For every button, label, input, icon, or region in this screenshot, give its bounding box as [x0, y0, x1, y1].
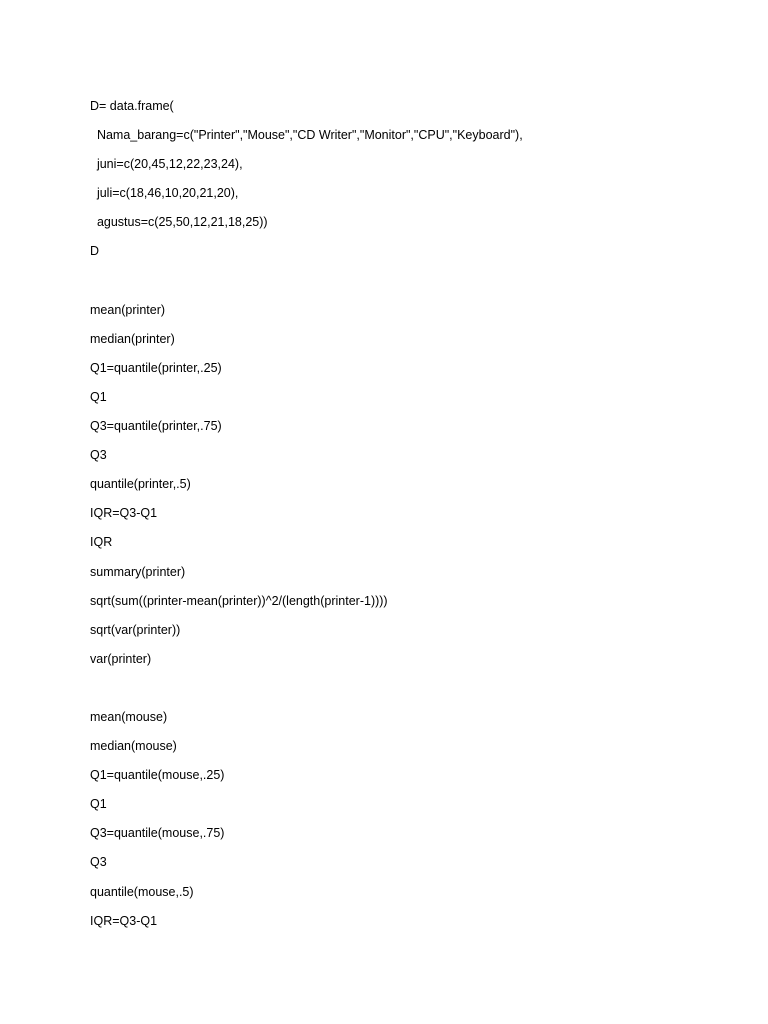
- code-line: median(mouse): [90, 739, 177, 754]
- code-line: var(printer): [90, 651, 152, 666]
- blank-line: [90, 674, 730, 703]
- code-line: Q1=quantile(mouse,.25): [90, 768, 225, 783]
- code-line: IQR=Q3-Q1: [90, 506, 158, 521]
- code-line: mean(mouse): [90, 709, 168, 724]
- code-line: Q3=quantile(printer,.75): [90, 419, 222, 434]
- code-line: juli=c(18,46,10,20,21,20),: [90, 186, 239, 201]
- code-line: Nama_barang=c("Printer","Mouse","CD Writer","Monitor","CPU","Keyboard"),: [90, 128, 523, 143]
- code-line: Q1: [90, 389, 107, 404]
- code-line: quantile(printer,.5): [90, 477, 191, 492]
- blank-line: [90, 267, 730, 296]
- code-line: Q3: [90, 448, 107, 463]
- code-line: median(printer): [90, 331, 175, 346]
- code-line: IQR: [90, 535, 113, 550]
- code-text-block: [90, 92, 730, 936]
- code-line: Q1: [90, 797, 107, 812]
- code-line: mean(printer): [90, 302, 166, 317]
- code-line: IQR=Q3-Q1: [90, 913, 158, 928]
- code-line: Q3=quantile(mouse,.75): [90, 826, 225, 841]
- code-line: quantile(mouse,.5): [90, 884, 194, 899]
- code-line: sqrt(sum((printer-mean(printer))^2/(length(printer-1)))): [90, 593, 388, 608]
- code-line: sqrt(var(printer)): [90, 622, 181, 637]
- code-line: D: [90, 244, 100, 259]
- code-line: summary(printer): [90, 564, 186, 579]
- code-line: juni=c(20,45,12,22,23,24),: [90, 157, 243, 172]
- code-line: Q3: [90, 855, 107, 870]
- code-line: agustus=c(25,50,12,21,18,25)): [90, 215, 268, 230]
- code-line: Q1=quantile(printer,.25): [90, 360, 222, 375]
- code-line: D= data.frame(: [90, 99, 174, 113]
